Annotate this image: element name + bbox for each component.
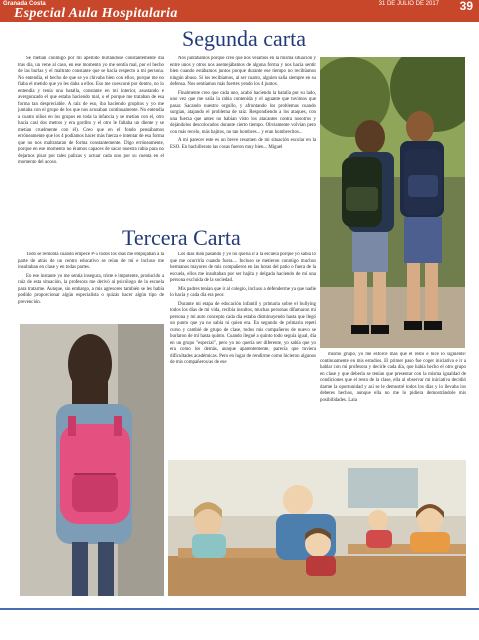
- tercera-column-2: [170, 252, 316, 452]
- newspaper-name: Granada Costa: [3, 1, 46, 7]
- paragraph: Mis padres tenían que ir al colegio, incluso a defenderme ya que nadie lo hacía y cada día era peor.: [170, 286, 316, 298]
- header-bar: [0, 0, 479, 22]
- paragraph: En ese instante yo me sentía insegura, triste e impotente, producido a raíz de esta situación, la profesora me derivó al psicólogo de la escuela para tratarme. Aunque, sin embargo, a mis agresores también se les había podido proporcionar algún especialista o quizás hacer algún tipo de prevención.: [18, 273, 164, 305]
- paragraph: Todo se remonta cuando empecé P-5 todos los días me empujaban a la parte de atrás de un centro educativo se reían de mí e incluso me insultaban en clase y en todas partes.: [18, 252, 164, 270]
- tercera-column-1: [18, 252, 164, 316]
- issue-date: 31 DE JULIO DE 2017: [378, 1, 439, 7]
- paragraph: mismo grupo, yo me esforcé más que el resto e hice lo siguiente: continuamente en mis estudios. El primer paso fue coger iniciativa e ir a hablar con mi profesora y decirle cada día, que había hecho el otro grupo en clase y que debería se tenían que presentar con la misma igualdad de condiciones que el resto de la clase, ella al observar mi iniciativa decidió darme la oportunidad y así se le demostré todos los días y lo llevaba los deberes hechos, aunque ella no me lo pidiera demostrándole mis posibilidades. Laia: [320, 352, 466, 403]
- paragraph: Se metían conmigo por mi apellido burlándose constantemente día tras día, un vene al caso, en ese momento yo me sentía mal, por el hecho de las burlas y el maltrato constante que se hacía respecto a mi persona. No entendía, el hecho de que se yo chivaba bien con ellos, porque me no fiaba el metido que yo les daba a ellos. Eso me cuesconé por dentro, no lo entendía y tenía una batalla, constante en mi interior, asustando e avergonzado el que estaba haciendo mal, o el porque me trataban de esa forma tan despreciable. A raíz de eso, iba haciendo grupitos y yo me juntaba con el grupo de los que nos acosaban continuamente. No entendía a cuatro niños en los grupos en toda la infancia y se metían con el, otro hacía casi dos metros y era gordito y el otro le faltaba un diente y se metían cruelmente con él). Creo que en el fondo pensábamos erróneamente que los 4 podíamos hacer más fuerza e intentar de esa forma que no nos maltrataran de forma constantemente. Digo erróneamente, porque en ese momento no éramos capaces de sacar nuestra rabia para no dejarnos pisar por tales palizas y actuar cada uno por su cuenta en el momento del acoso.: [18, 56, 164, 165]
- paragraph: Los días iban pasando y yo no quería ir a la escuela porque yo sabía lo que me ocurriría cuando fuera.... Incluso se metieron conmigo muchos hermanos mayores de mis compañeros en las horas del patio o fuera de la escuela, ellos me insultaban por ser bajita y delgada haciendo de mí una persona excluida de la sociedad.: [170, 252, 316, 283]
- photo-children-backpacks: [320, 57, 465, 348]
- article-title-tercera: Tercera Carta: [122, 225, 241, 250]
- section-title: Especial Aula Hospitalaria: [14, 6, 178, 21]
- bottom-rule: [0, 608, 479, 610]
- paragraph: A mi parecer este es un breve resumen de mi situación escolar en la ESO. En bachillerato las cosas fueron muy bien... Miguel: [170, 138, 316, 150]
- photo-classroom-students: [168, 460, 466, 596]
- segunda-column-2: [170, 56, 316, 222]
- paragraph: Durante mi etapa de educación infantil y primaria sobre el bullying todos los días de mi vida, recibía insultos, muchas personas difamaron mi persona y mi auto concepto cada día estaba disminuyendo hasta que llegó un punto que ya no sabía ni quien era. En segundo de primaria repetí curso y cambié de grupo de clase, todos mis compañeros de nuevo se burlaron de mí hasta quinto. Cuando llegué a quinto todo seguía igual, día en un grupo "especial", pero yo no quería ser diferente, yo sabía que yo era como los demás, aunque aparentemente, parecía que tuviera dificultades académicas. Pero en lugar de rendirme como hicieron algunos de mis compañeros/as de ese: [170, 301, 316, 365]
- page-number: 39: [459, 0, 473, 13]
- tercera-column-3: [320, 352, 466, 448]
- segunda-column-1: [18, 56, 164, 222]
- paragraph: Finalmente creo que cada uno, acabó haciendo la batalla por su lado, uno vez que me salía la rabia contenida y el aguante que tuvimos que pasar. Sacando nuestro orgullo, y afrontando los problemas cuando surgían, atajando el problema de raíz. Respondiendo a los ataques, con una fuerza que antes no habían visto los atacantes contra nosotros y dejándolos descolocados durante cierto tiempo. Obviamente volvían pero con más recelo, más bajitos, no tan hombres... y eran hombrecitos...: [170, 90, 316, 135]
- paragraph: Nos juntábamos porque creo que nos veíamos en la misma situación y entre unos y otros nos asemejábamos de alguna forma y nos hacía sentir bien cuando estábamos juntos porque durante ese tiempo no recibíamos ningún abuso. Si los recibíamos, al ser cuatro, alguien salía siempre en su defensa. Nos sentíamos más fuertes yendo los 4 juntos.: [170, 56, 316, 87]
- photo-girl-pink-backpack: [20, 324, 164, 596]
- article-title-segunda: Segunda carta: [182, 26, 306, 51]
